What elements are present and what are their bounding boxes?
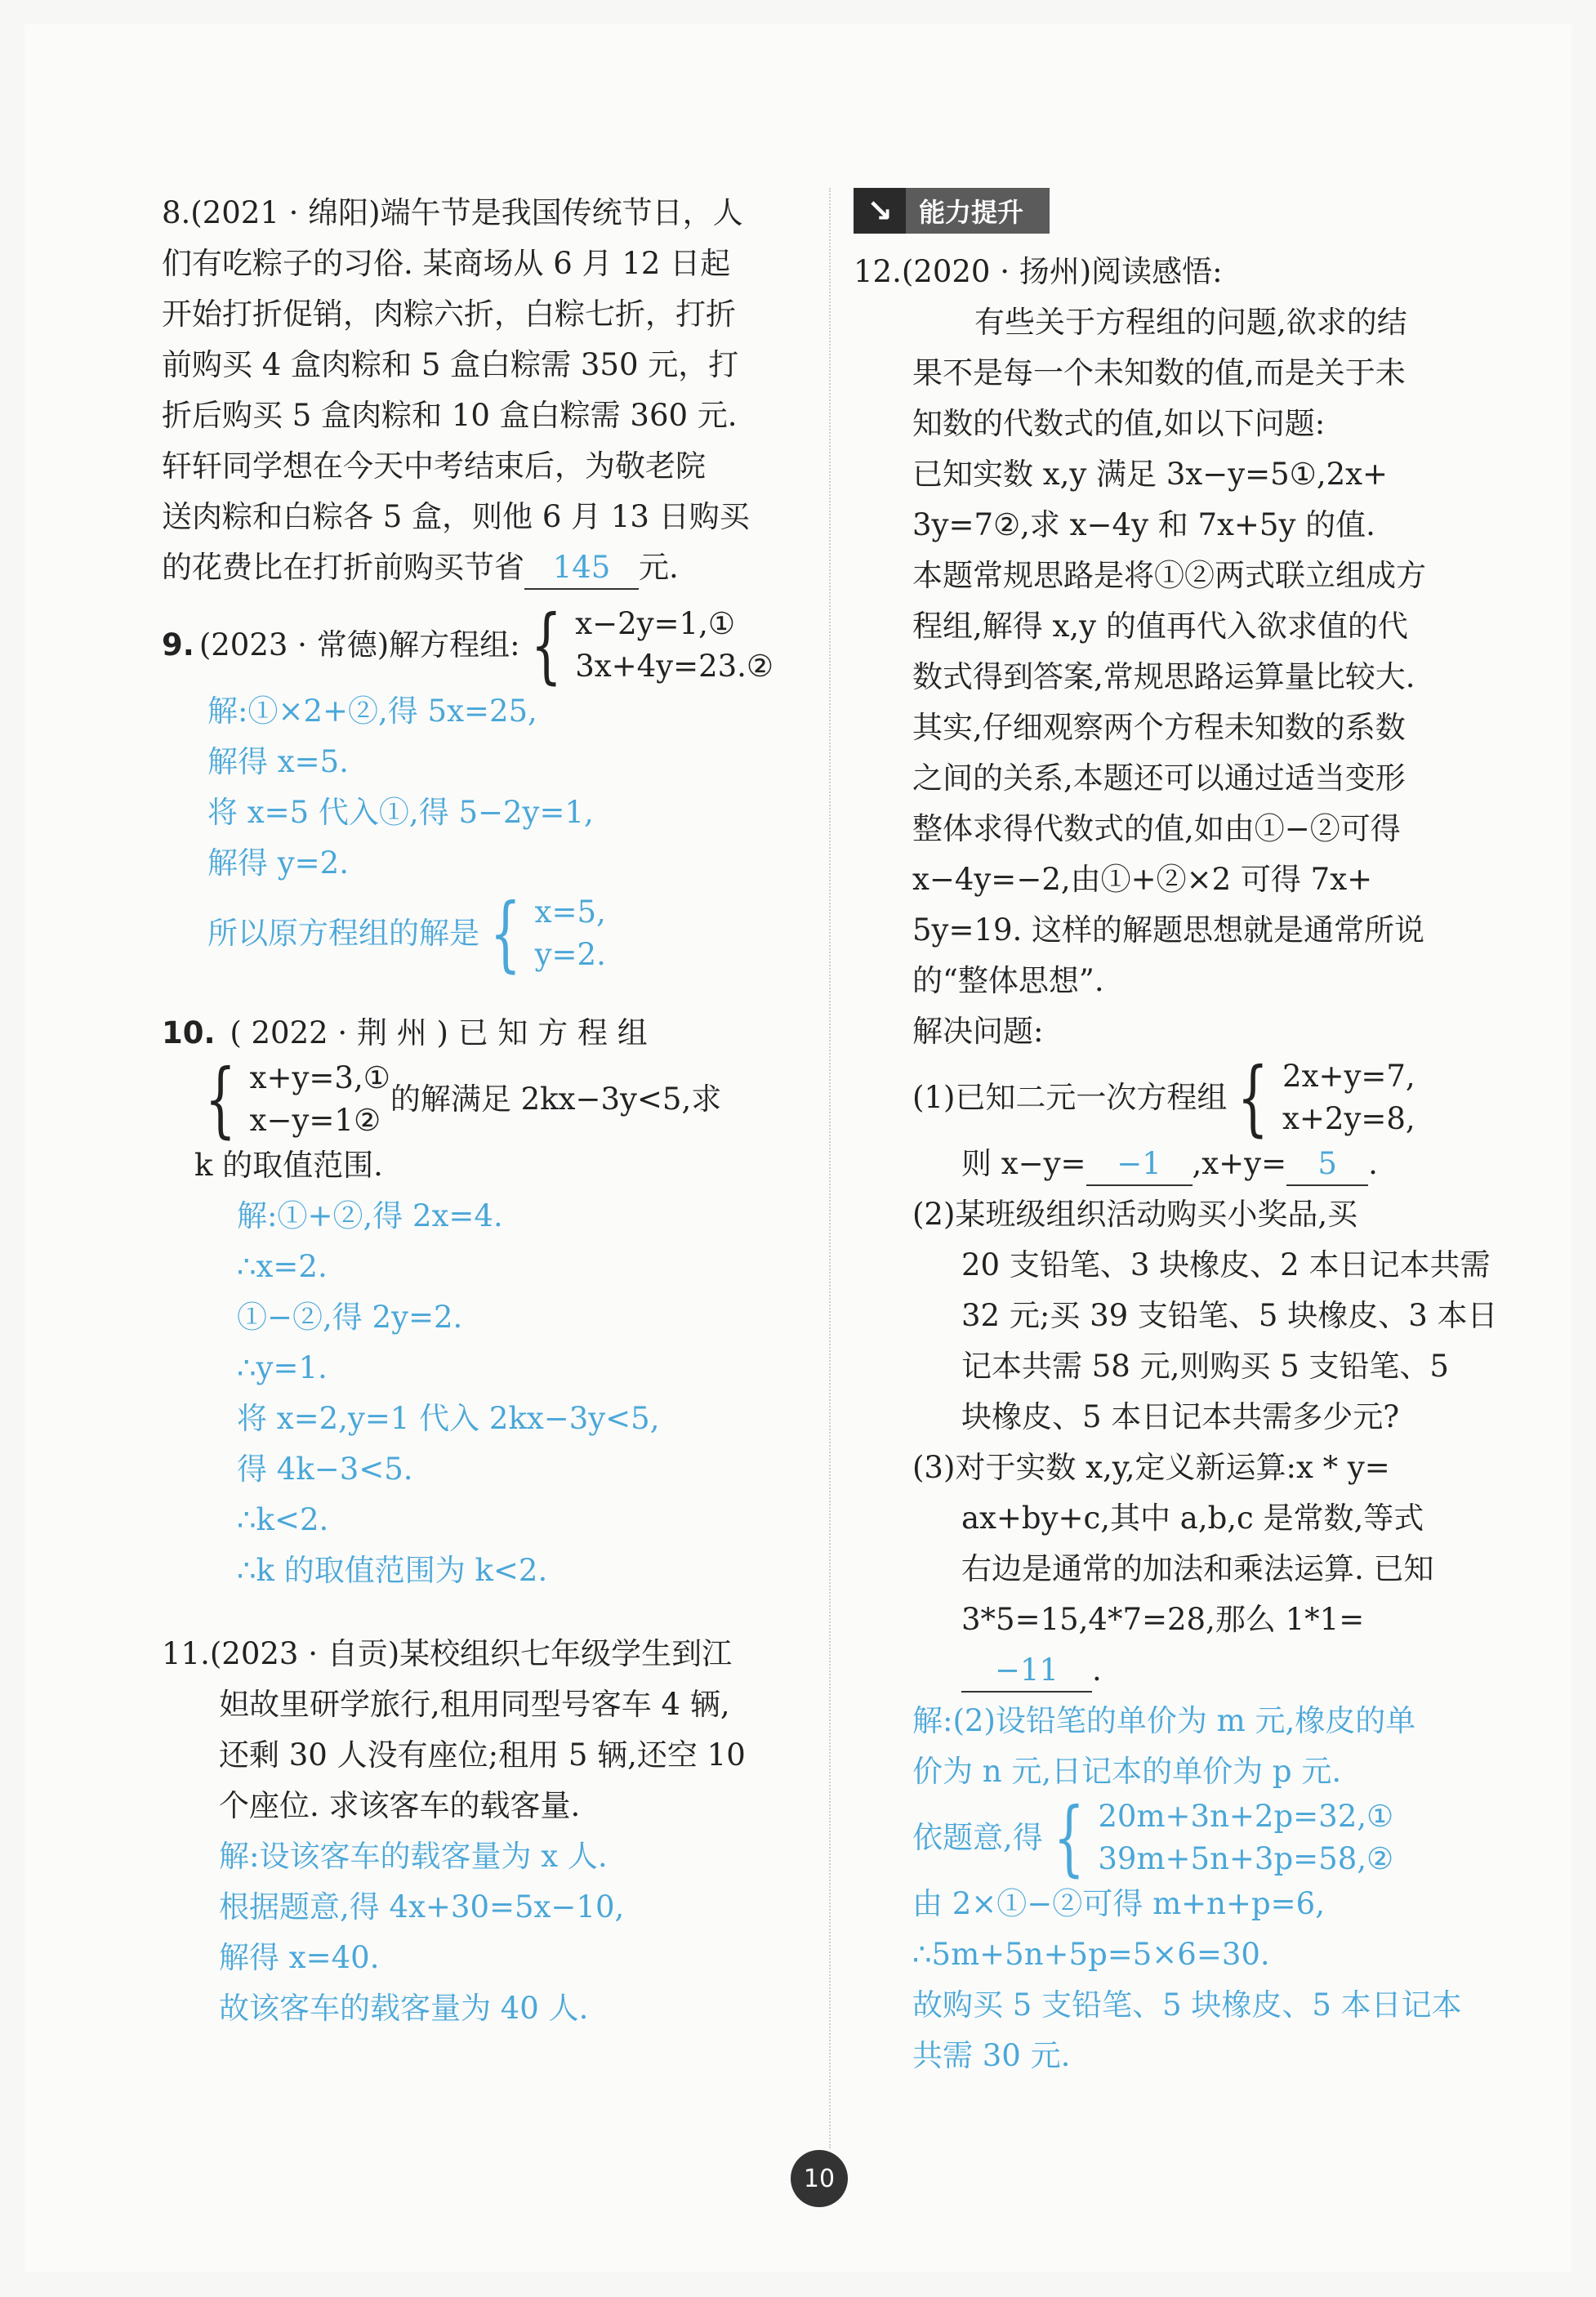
q12-p1-ask1: 则 x−y= — [961, 1146, 1086, 1181]
q11-line: 妲故里研学旅行,租用同型号客车 4 辆, — [219, 1687, 730, 1722]
q12-reading-line: 的“整体思想”. — [912, 963, 1104, 998]
q12-reading-line: 程组,解得 x,y 的值再代入欲求值的代 — [912, 609, 1408, 644]
q10-solution-line: ∴k<2. — [237, 1502, 329, 1537]
section-header — [854, 188, 1050, 234]
q10-solution-line: ∴x=2. — [237, 1249, 328, 1284]
q12-reading-line: 数式得到答案,常规思路运算量比较大. — [912, 659, 1415, 694]
q12-solution-line: 解:(2)设铅笔的单价为 m 元,橡皮的单 — [912, 1703, 1416, 1738]
q11-solution-line: 故该客车的载客量为 40 人. — [219, 1991, 589, 2026]
q12-p2-line: (2)某班级组织活动购买小奖品,买 — [912, 1197, 1358, 1232]
q12-solution-line: 由 2×①−②可得 m+n+p=6, — [912, 1886, 1325, 1921]
q12-reading-line: 整体求得代数式的值,如由①−②可得 — [912, 811, 1401, 846]
q10-system — [194, 1051, 390, 1147]
q10-eq: x−y=1② — [249, 1103, 381, 1138]
q12-reading-line: 之间的关系,本题还可以通过适当变形 — [912, 760, 1406, 796]
q12-reading-line: 果不是每一个未知数的值,而是关于未 — [912, 355, 1406, 390]
q9-solution-line: 解得 x=5. — [207, 744, 349, 779]
q10-sys-line — [162, 1051, 807, 1147]
q12-head: 12.(2020 · 扬州)阅读感悟: — [854, 254, 1223, 289]
q9-conclusion — [207, 885, 807, 981]
q10-eq: x+y=3,① — [249, 1060, 390, 1095]
q12-reading-line: 3y=7②,求 x−4y 和 7x+5y 的值. — [912, 507, 1375, 542]
q12-p1-eq: 2x+y=7, — [1282, 1059, 1415, 1094]
q8-line: 轩轩同学想在今天中考结束后，为敬老院 — [162, 448, 706, 484]
q12-solution-line: 故购买 5 支铅笔、5 块橡皮、5 本日记本 — [912, 1987, 1462, 2023]
q12-p1-ask2: ,x+y= — [1192, 1146, 1287, 1181]
q12-reading-line: 本题常规思路是将①②两式联立组成方 — [912, 558, 1426, 593]
q10-solution-line: 将 x=2,y=1 代入 2kx−3y<5, — [237, 1401, 660, 1436]
q12-solution — [912, 1696, 1503, 2081]
q12-reading-line: 有些关于方程组的问题,欲求的结 — [974, 305, 1407, 340]
q9-number: 9. — [162, 627, 194, 662]
question-9 — [162, 597, 807, 981]
brace-icon: { — [1053, 1790, 1085, 1885]
q12-solution-line: 价为 n 元,日记本的单价为 p 元. — [912, 1754, 1342, 1789]
q10-solution-line: ①−②,得 2y=2. — [237, 1300, 463, 1335]
q12-p1-ask — [912, 1139, 1503, 1189]
section-title: 能力提升 — [919, 197, 1024, 228]
q11-line: 个座位. 求该客车的载客量. — [219, 1788, 581, 1823]
q8-line: 送肉粽和白粽各 5 盒，则他 6 月 13 日购买 — [162, 499, 750, 534]
question-10 — [162, 1008, 807, 1596]
q12-p3-line: 右边是通常的加法和乘法运算. 已知 — [961, 1551, 1434, 1586]
q9-solution-line: 将 x=5 代入①,得 5−2y=1, — [207, 795, 594, 830]
q12-p1-end: . — [1368, 1146, 1378, 1181]
brace-icon: { — [204, 1051, 236, 1147]
q10-solution-line: ∴y=1. — [237, 1350, 328, 1385]
arrow-icon: ↘ — [854, 188, 906, 234]
q10-stem-line — [162, 1008, 807, 1059]
q11-solution-line: 解:设该客车的载客量为 x 人. — [219, 1839, 608, 1874]
left-column — [162, 188, 807, 2034]
question-11 — [162, 1629, 807, 2034]
q9-result-eq: y=2. — [534, 937, 606, 972]
q9-conclusion-text: 所以原方程组的解是 — [207, 916, 479, 951]
q12-reading — [854, 297, 1503, 2081]
q12-solution-line: ∴5m+5n+5p=5×6=30. — [912, 1937, 1270, 1972]
q12-p3-line: ax+by+c,其中 a,b,c 是常数,等式 — [961, 1501, 1424, 1536]
q12-solution-line: 共需 30 元. — [912, 2038, 1071, 2073]
brace-icon: { — [489, 885, 521, 981]
q8-line: 们有吃粽子的习俗. 某商场从 6 月 12 日起 — [162, 246, 731, 281]
q12-solution-system — [912, 1790, 1503, 1885]
q12-p3-answer: −11 — [961, 1650, 1092, 1693]
q12-p3-answer-line — [912, 1645, 1503, 1696]
q11-line: 11.(2023 · 自贡)某校组织七年级学生到江 — [162, 1636, 733, 1671]
q12-p1-eq: x+2y=8, — [1282, 1101, 1415, 1136]
q9-result-eq: x=5, — [534, 894, 606, 930]
q12-p3-line: 3*5=15,4*7=28,那么 1*1= — [961, 1602, 1365, 1637]
q11-solution-line: 根据题意,得 4x+30=5x−10, — [219, 1889, 625, 1925]
q12-p3-end: . — [1092, 1653, 1102, 1688]
q12-sys-label: 依题意,得 — [912, 1820, 1043, 1855]
brace-icon: { — [530, 597, 562, 693]
q8-line: 8.(2021 · 绵阳)端午节是我国传统节日，人 — [162, 195, 743, 230]
q9-stem-line — [162, 597, 807, 693]
q10-number: 10. — [162, 1015, 216, 1050]
q12-p1-system — [1227, 1050, 1415, 1145]
q12-reading-line: x−4y=−2,由①+②×2 可得 7x+ — [912, 862, 1373, 897]
q12-p1-stem: (1)已知二元一次方程组 — [912, 1080, 1228, 1115]
q10-solution-line: ∴k 的取值范围为 k<2. — [237, 1553, 548, 1588]
q8-last-suffix: 元. — [639, 550, 679, 585]
q12-reading-line: 解决问题: — [912, 1014, 1044, 1049]
q12-reading-line: 其实,仔细观察两个方程未知数的系数 — [912, 710, 1406, 745]
q12-p2-line: 记本共需 58 元,则购买 5 支铅笔、5 — [961, 1349, 1449, 1384]
question-8 — [162, 188, 807, 593]
brace-icon: { — [1237, 1050, 1269, 1145]
q12-reading-line: 5y=19. 这样的解题思想就是通常所说 — [912, 912, 1425, 948]
q12-sol-eq: 39m+5n+3p=58,② — [1098, 1841, 1394, 1876]
q12-reading-line: 知数的代数式的值,如以下问题: — [912, 406, 1326, 441]
q12-p2-line: 32 元;买 39 支铅笔、5 块橡皮、3 本日 — [961, 1298, 1498, 1333]
q12-p3-line: (3)对于实数 x,y,定义新运算:x * y= — [912, 1450, 1390, 1485]
q12-part1 — [912, 1050, 1503, 1145]
q9-eq: x−2y=1,① — [575, 606, 736, 641]
q12-p1-answer1: −1 — [1086, 1144, 1193, 1186]
q12-p1-answer2: 5 — [1286, 1144, 1368, 1186]
q12-reading-line: 已知实数 x,y 满足 3x−y=5①,2x+ — [912, 457, 1389, 492]
q9-result — [479, 885, 606, 981]
right-column — [854, 247, 1503, 2081]
q10-solution-line: 得 4k−3<5. — [237, 1452, 413, 1487]
q8-answer: 145 — [524, 547, 639, 590]
q9-stem: (2023 · 常德)解方程组: — [198, 627, 520, 662]
q10-stem: ( 2022 · 荆 州 ) 已 知 方 程 组 — [230, 1015, 648, 1050]
column-divider — [829, 188, 831, 2148]
q9-system — [520, 597, 774, 693]
q10-stem-cont: 的解满足 2kx−3y<5,求 — [390, 1082, 722, 1117]
q8-line: 前购买 4 盒肉粽和 5 盒白粽需 350 元，打 — [162, 347, 739, 382]
q8-line: 开始打折促销，肉粽六折，白粽七折，打折 — [162, 297, 736, 332]
q12-p2-line: 20 支铅笔、3 块橡皮、2 本日记本共需 — [961, 1247, 1491, 1282]
q9-eq: 3x+4y=23.② — [575, 649, 774, 684]
q9-solution-line: 解:①×2+②,得 5x=25, — [207, 694, 537, 729]
q9-solution-line: 解得 y=2. — [207, 845, 349, 881]
page-number: 10 — [791, 2150, 848, 2207]
q12-p2-line: 块橡皮、5 本日记本共需多少元? — [961, 1399, 1400, 1434]
q8-last-prefix: 的花费比在打折前购买节省 — [162, 550, 524, 585]
q11-line: 还剩 30 人没有座位;租用 5 辆,还空 10 — [219, 1737, 746, 1773]
q10-stem-end: k 的取值范围. — [194, 1148, 383, 1183]
q12-sol-eq: 20m+3n+2p=32,① — [1098, 1799, 1394, 1834]
q8-line: 折后购买 5 盒肉粽和 10 盒白粽需 360 元. — [162, 398, 738, 433]
q10-solution-line: 解:①+②,得 2x=4. — [237, 1198, 503, 1233]
q11-solution-line: 解得 x=40. — [219, 1940, 380, 1975]
q8-last-line — [162, 542, 807, 593]
